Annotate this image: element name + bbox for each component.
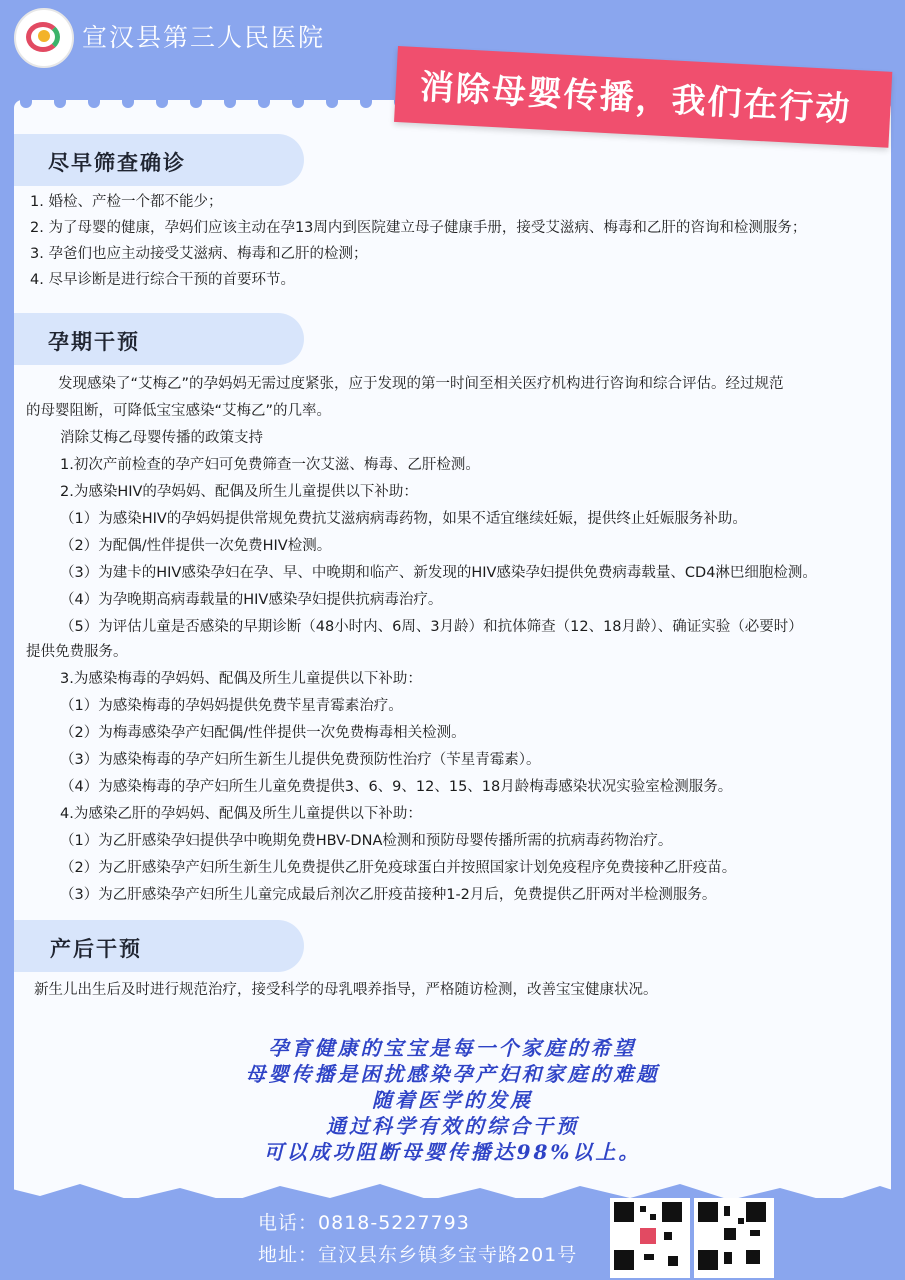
section-title-postpartum: 产后干预 [50, 937, 142, 961]
qr-module [640, 1206, 646, 1212]
binding-hole [88, 86, 100, 108]
binding-hole [224, 86, 236, 108]
qr-code-2 [694, 1198, 774, 1278]
paragraph-line: 的母婴阻断，可降低宝宝感染“艾梅乙”的几率。 [26, 403, 332, 419]
paragraph-line: 发现感染了“艾梅乙”的孕妈妈无需过度紧张，应于发现的第一时间至相关医疗机构进行咨询和综合评估。经过规范 [58, 376, 784, 392]
qr-module [668, 1256, 678, 1266]
qr-finder [698, 1202, 718, 1222]
policy-subitem: （2）为梅毒感染孕产妇配偶/性伴提供一次免费梅毒相关检测。 [60, 725, 466, 741]
slogan-line: 随着医学的发展 [372, 1088, 533, 1112]
slogan-line: 母婴传播是困扰感染孕产妇和家庭的难题 [245, 1062, 660, 1086]
qr-module [650, 1214, 656, 1220]
qr-finder [614, 1250, 634, 1270]
slogan-line: 可以成功阻断母婴传播达98%以上。 [263, 1140, 642, 1164]
slogan-line: 孕育健康的宝宝是每一个家庭的希望 [268, 1036, 637, 1060]
policy-subitem: （2）为配偶/性伴提供一次免费HIV检测。 [60, 538, 332, 554]
qr-module [664, 1232, 672, 1240]
policy-subitem: （1）为感染梅毒的孕妈妈提供免费苄星青霉素治疗。 [60, 698, 403, 714]
qr-module [724, 1252, 732, 1264]
qr-module [724, 1206, 730, 1216]
policy-item: 3.为感染梅毒的孕妈妈、配偶及所生儿童提供以下补助： [60, 671, 422, 687]
slogan-line: 通过科学有效的综合干预 [326, 1114, 579, 1138]
banner-text: 消除母婴传播，我们在行动 [418, 67, 853, 130]
section-title-intervention: 孕期干预 [48, 330, 140, 354]
hospital-logo [14, 8, 74, 68]
address-text: 地址：宣汉县东乡镇多宝寺路201号 [258, 1244, 578, 1266]
policy-subitem: （1）为乙肝感染孕妇提供孕中晚期免费HBV-DNA检测和预防母婴传播所需的抗病毒药物治疗。 [60, 833, 673, 849]
binding-holes [14, 86, 434, 106]
list-item: 2. 为了母婴的健康，孕妈们应该主动在孕13周内到医院建立母子健康手册，接受艾滋病、梅毒和乙肝的咨询和检测服务； [30, 220, 807, 236]
qr-finder [662, 1202, 682, 1222]
qr-module [738, 1218, 744, 1224]
qr-finder [746, 1202, 766, 1222]
qr-module [750, 1230, 760, 1236]
qr-module [746, 1250, 760, 1264]
logo-dot [38, 30, 50, 42]
policy-heading: 消除艾梅乙母婴传播的政策支持 [60, 430, 263, 446]
policy-item: 2.为感染HIV的孕妈妈、配偶及所生儿童提供以下补助： [60, 484, 418, 500]
qr-finder [698, 1250, 718, 1270]
policy-subitem: （3）为感染梅毒的孕产妇所生新生儿提供免费预防性治疗（苄星青霉素）。 [60, 752, 541, 768]
policy-subitem: （2）为乙肝感染孕产妇所生新生儿免费提供乙肝免疫球蛋白并按照国家计划免疫程序免费接种乙肝疫苗。 [60, 860, 737, 876]
policy-subitem: 提供免费服务。 [26, 644, 128, 660]
policy-subitem: （1）为感染HIV的孕妈妈提供常规免费抗艾滋病病毒药物，如果不适宜继续妊娠，提供终止妊娠服务补助。 [60, 511, 747, 527]
list-item: 4. 尽早诊断是进行综合干预的首要环节。 [30, 272, 295, 288]
binding-hole [360, 86, 372, 108]
phone-text: 电话：0818-5227793 [258, 1212, 470, 1234]
qr-module [644, 1254, 654, 1260]
hospital-name: 宣汉县第三人民医院 [82, 23, 326, 52]
qr-finder [614, 1202, 634, 1222]
policy-subitem: （4）为孕晚期高病毒载量的HIV感染孕妇提供抗病毒治疗。 [60, 592, 443, 608]
list-item: 3. 孕爸们也应主动接受艾滋病、梅毒和乙肝的检测； [30, 246, 368, 262]
qr-center [640, 1228, 656, 1244]
binding-hole [122, 86, 134, 108]
policy-subitem: （5）为评估儿童是否感染的早期诊断（48小时内、6周、3月龄）和抗体筛查（12、18月龄）、确证实验（必要时） [60, 619, 803, 635]
binding-hole [156, 86, 168, 108]
binding-hole [54, 86, 66, 108]
section-title-screening: 尽早筛查确诊 [48, 151, 186, 175]
paragraph-line: 新生儿出生后及时进行规范治疗，接受科学的母乳喂养指导，严格随访检测，改善宝宝健康状况。 [34, 982, 658, 998]
policy-subitem: （3）为建卡的HIV感染孕妇在孕、早、中晚期和临产、新发现的HIV感染孕妇提供免费病毒载量、CD4淋巴细胞检测。 [60, 565, 817, 581]
binding-hole [258, 86, 270, 108]
qr-code-1 [610, 1198, 690, 1278]
policy-subitem: （4）为感染梅毒的孕产妇所生儿童免费提供3、6、9、12、15、18月龄梅毒感染状况实验室检测服务。 [60, 779, 733, 795]
binding-hole [20, 86, 32, 108]
list-item: 1. 婚检、产检一个都不能少； [30, 194, 223, 210]
qr-module [724, 1228, 736, 1240]
policy-item: 4.为感染乙肝的孕妈妈、配偶及所生儿童提供以下补助： [60, 806, 422, 822]
policy-item: 1.初次产前检查的孕产妇可免费筛查一次艾滋、梅毒、乙肝检测。 [60, 457, 480, 473]
policy-subitem: （3）为乙肝感染孕产妇所生儿童完成最后剂次乙肝疫苗接种1-2月后，免费提供乙肝两对半检测服务。 [60, 887, 717, 903]
binding-hole [190, 86, 202, 108]
binding-hole [292, 86, 304, 108]
binding-hole [326, 86, 338, 108]
